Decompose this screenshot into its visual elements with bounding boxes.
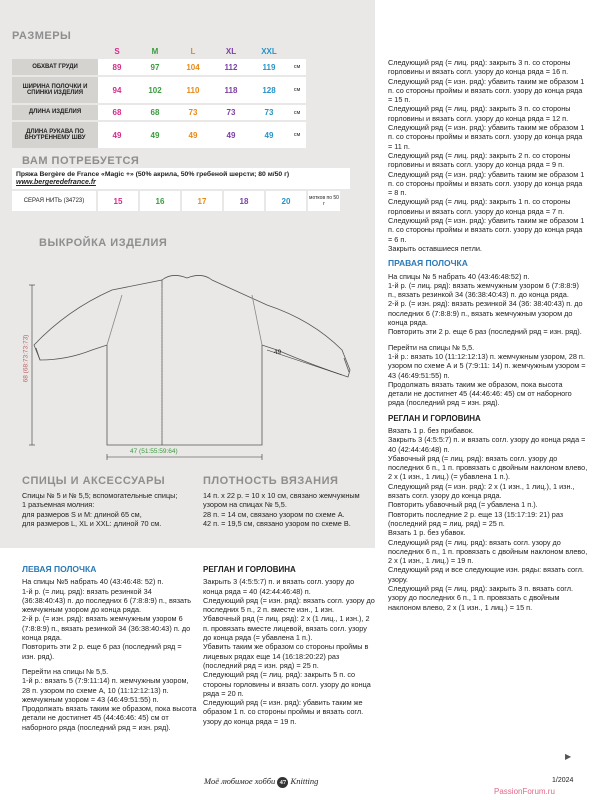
size-header: M [151, 47, 159, 56]
garment-outline [12, 250, 362, 465]
size-value: 49 [250, 121, 288, 149]
density-line: 42 п. = 19,5 см, связано узором по схеме В. [203, 519, 351, 529]
size-value: 73 [174, 104, 212, 121]
instruction: Следующий ряд (= лиц. ряд): закрыть 2 п. со стороны горловины и вязать согл. узору до конца ряда = 9 п. [388, 150, 571, 170]
instruction: Перейти на спицы № 5,5. [22, 666, 109, 676]
instruction: Закрыть 3 (4:5:5:7) п. и вязать согл. узору до конца ряда = 40 (42:44:46:48) п. [203, 577, 355, 596]
accessories-line: 1 разъемная молния: [22, 500, 95, 510]
size-value: 89 [98, 59, 136, 76]
watermark: PassionForum.ru [494, 787, 555, 796]
size-value: 112 [212, 59, 250, 76]
instruction: 1-й р.: вязать 10 (11:12:12:13) п. жемчужным узором, 28 п. узором по схеме А и 5 (7:9:11: 14) п. жемчужным узором = 43 (46:49:51:55) п. [388, 351, 586, 380]
sizes-table [12, 44, 306, 150]
page-number: 47 [277, 777, 288, 788]
raglan-left-section [203, 565, 375, 726]
instruction: 2-й р. (= изн. ряд): вязать жемчужным узором 6 (7:8:8:9) п., вязать резинкой 34 (36:38:40:43) п. до конца ряда. [22, 614, 191, 643]
yarn-quantity: 20 [265, 191, 307, 211]
instruction: Продолжать вязать таким же образом, пока высота детали не достигнет 45 (44:46:46: 45) см от наборного ряда (последний ряд = изн. ряд). [22, 704, 197, 732]
instruction: Следующий ряд (= изн. ряд): 2 х (1 изн., 1 лиц.), 1 изн., вязать согл. узору до конца ряда. [388, 481, 575, 501]
size-value: 128 [250, 76, 288, 104]
instruction: Следующий ряд (= лиц. ряд): закрыть 1 п. со стороны горловины и вязать согл. узору до конца ряда = 7 п. [388, 197, 571, 216]
continue-arrow-icon: ▶ [565, 752, 572, 761]
instruction: Повторить убавочный ряд (= убавлена 1 п.). [388, 500, 538, 510]
yarn-color-label: СЕРАЯ НИТЬ (34723) [12, 191, 97, 211]
size-value: 119 [250, 59, 288, 76]
instruction: 1-й р.: вязать 5 (7:9:11:14) п. жемчужным узором, 28 п. узором по схеме А, 10 (11:12:12:13) п. жемчужным узором = 43 (46:49:51:55) п. [22, 676, 189, 704]
size-value: 94 [98, 76, 136, 104]
yarn-unit: мотков по 50 г [307, 191, 340, 211]
instruction: 2-й р. (= изн. ряд): вязать резинкой 34 (36: 38:40:43) п. до последних 6 (7:8:8:9) п., вязать жемчужным узором до конца ряда. [388, 299, 583, 328]
yarn-table [12, 191, 340, 211]
issue-number: 1/2024 [552, 777, 574, 784]
density-title: ПЛОТНОСТЬ ВЯЗАНИЯ [203, 475, 339, 487]
instruction: Следующий ряд (= изн. ряд): убавить таким же образом 1 п. со стороны проймы и вязать согл. узору до конца ряда = 8 п. [388, 169, 585, 198]
section-heading: ПРАВАЯ ПОЛОЧКА [388, 258, 468, 269]
width-label: 47 (51:55:59:64) [130, 448, 178, 455]
section-heading: ЛЕВАЯ ПОЛОЧКА [22, 564, 97, 574]
size-header: L [190, 47, 196, 56]
size-value: 104 [174, 59, 212, 76]
size-value: 102 [136, 76, 174, 104]
instruction: Следующий ряд (= изн. ряд): убавить таким же образом 1 п. со стороны проймы и вязать согл. узору до конца ряда = 11 п. [388, 123, 585, 151]
size-value: 49 [136, 121, 174, 149]
instruction: 1-й р. (= лиц. ряд): вязать резинкой 34 (36:38:40:43) п. до последних 6 (7:8:8:9) п., вязать жемчужным узором до конца ряда. [22, 586, 192, 615]
height-label: 68 (68:73:73:73) [22, 334, 30, 383]
size-unit: см [288, 59, 306, 76]
instruction: Убавочный ряд (= лиц. ряд): 2 х (1 лиц., 1 изн.), 2 п. провязать вместе лицевой, вязать согл. узору до конца ряда (= убавлена 1 п.). [203, 614, 370, 643]
instruction: Продолжать вязать таким же образом, пока высота детали не достигнет 45 (44:46:46: 45) см от наборного ряда (последний ряд = изн. ряд). [388, 379, 572, 408]
density-line: 14 п. x 22 р. = 10 x 10 см, связано жемчужным узором на спицах № 5,5. [203, 491, 360, 510]
yarn-website-link[interactable]: www.bergeredefrance.fr [12, 178, 350, 189]
instruction: Следующий ряд (= изн. ряд): убавить таким же образом 1 п. со стороны проймы и вязать согл. узору до конца ряда = 15 п. [388, 76, 585, 105]
size-value: 49 [98, 121, 136, 149]
instruction: Следующий ряд (= лиц. ряд): закрыть 3 п. со стороны горловины и вязать согл. узору до конца ряда = 12 п. [388, 104, 571, 123]
size-unit: см [288, 104, 306, 121]
instruction: На спицы № 5 набрать 40 (43:46:48:52) п. [388, 271, 530, 281]
instruction: На спицы №5 набрать 40 (43:46:48: 52) п. [22, 577, 164, 587]
size-value: 73 [250, 104, 288, 121]
sizes-title: РАЗМЕРЫ [12, 30, 72, 42]
instruction: Следующий ряд (= лиц. ряд): закрыть 5 п. со стороны горловины и вязать согл. узору до конца ряда = 20 п. [203, 670, 371, 698]
size-unit: см [288, 76, 306, 104]
size-header: S [114, 47, 120, 56]
yarn-description: Пряжа Bergère de France «Magic +» (50% акрила, 50% гребеной шерсти; 80 м/50 г) [12, 168, 350, 178]
size-value: 110 [174, 76, 212, 104]
size-value: 73 [212, 104, 250, 121]
magazine-section: Knitting [290, 776, 319, 786]
size-value: 49 [174, 121, 212, 149]
yarn-quantity: 16 [139, 191, 181, 211]
yarn-quantity: 15 [97, 191, 139, 211]
accessories-line: Спицы № 5 и № 5,5; вспомогательные спицы; [22, 491, 178, 500]
instruction: Следующий ряд (= изн. ряд): убавить таким же образом 1 п. со стороны проймы и вязать согл. узору до конца ряда = 6 п. [388, 216, 585, 244]
section-heading: РЕГЛАН И ГОРЛОВИНА [203, 565, 296, 574]
garment-diagram [12, 250, 362, 465]
size-value: 49 [212, 121, 250, 149]
yarn-quantity: 18 [223, 191, 265, 211]
size-value: 68 [136, 104, 174, 121]
instruction: Повторить эти 2 р. еще 6 раз (последний ряд = изн. ряд). [22, 642, 182, 661]
materials-title: ВАМ ПОТРЕБУЕТСЯ [22, 155, 140, 167]
size-row-label: ШИРИНА ПОЛОЧКИ И СПИНКИ ИЗДЕЛИЯ [12, 76, 98, 104]
instruction: Повторить эти 2 р. еще 6 раз (последний ряд = изн. ряд). [388, 327, 582, 337]
instruction: Следующий ряд (= лиц. ряд): закрыть 3 п. со стороны горловины и вязать согл. узору до конца ряда = 16 п. [388, 58, 571, 77]
accessories-line: для размеров S и M: длиной 65 см, [22, 509, 142, 519]
magazine-name: Моё любимое хобби [204, 776, 276, 786]
instruction: Перейти на спицы № 5,5. [388, 342, 475, 352]
section-heading: РЕГЛАН И ГОРЛОВИНА [388, 413, 481, 423]
accessories-title: СПИЦЫ И АКСЕССУАРЫ [22, 475, 166, 487]
accessories-text [22, 491, 197, 529]
instruction: Следующий ряд (= лиц. ряд): вязать согл. узору до последних 6 п., 1 п. провязать с двойным наклоном влево, 2 х (1 изн., 1 лиц.) = 19 п. [388, 537, 588, 566]
instruction: Следующий ряд и все следующие изн. ряды: вязать согл. узору. [388, 565, 584, 584]
accessories-line: для размеров L, XL и XXL: длиной 70 см. [22, 519, 162, 529]
yarn-box [12, 168, 350, 228]
right-column [388, 58, 588, 612]
instruction: Вязать 1 р. без убавок. [388, 528, 466, 538]
instruction: Следующий ряд (= изн. ряд): убавить таким же образом 1 п. со стороны проймы и вязать согл. узору до конца ряда = 19 п. [203, 698, 364, 726]
instruction: Повторить последние 2 р. еще 13 (15:17:19: 21) раз (последний ряд = лиц. ряд) = 25 п. [388, 509, 564, 528]
size-value: 68 [98, 104, 136, 121]
instruction: Закрыть оставшиеся петли. [388, 243, 482, 253]
pattern-title: ВЫКРОЙКА ИЗДЕЛИЯ [39, 237, 168, 249]
size-unit: см [288, 121, 306, 149]
size-row-label: ДЛИНА ИЗДЕЛИЯ [12, 104, 98, 121]
instruction: Вязать 1 р. без прибавок. [388, 425, 474, 435]
sleeve-length-label: 49 [274, 349, 282, 356]
size-row-label: ДЛИНА РУКАВА ПО ВНУТРЕННЕМУ ШВУ [12, 121, 98, 149]
instruction: 1-й р. (= лиц. ряд): вязать жемчужным узором 6 (7:8:8:9) п., вязать резинкой 34 (36:38:40:43) п. до конца ряда. [388, 280, 579, 300]
size-value: 97 [136, 59, 174, 76]
size-header: XXL [261, 47, 277, 56]
instruction: Следующий ряд (= изн. ряд): вязать согл. узору до последних 5 п., 2 п. вместе изн., 1 изн. [203, 595, 375, 615]
density-line: 28 п. = 14 см, связано узором по схеме А. [203, 509, 345, 519]
size-value: 118 [212, 76, 250, 104]
size-row-label: ОБХВАТ ГРУДИ [12, 59, 98, 76]
left-front-section [22, 565, 197, 732]
size-header: XL [225, 47, 237, 56]
footer [204, 776, 318, 788]
density-text [203, 491, 371, 529]
instruction: Закрыть 3 (4:5:5:7) п. и вязать согл. узору до конца ряда = 40 (42:44:46:48) п. [388, 435, 586, 454]
instruction: Убавочный ряд (= лиц. ряд): вязать согл. узору до последних 6 п., 1 п. провязать с двойным наклоном влево, 2 х (1 изн., 1 лиц.) (= убавлена 1 п.). [388, 453, 588, 482]
instruction: Убавить таким же образом со стороны проймы в лицевых рядах еще 14 (16:18:20:22) раз (последний ряд = изн. ряд) = 25 п. [203, 642, 369, 670]
yarn-quantity: 17 [181, 191, 223, 211]
instruction: Следующий ряд (= лиц. ряд): закрыть 3 п. вязать согл. узору до последних 6 п., 1 п. провязать с двойным наклоном влево, 2 х (1 изн., 1 лиц.) = 15 п. [388, 584, 574, 612]
